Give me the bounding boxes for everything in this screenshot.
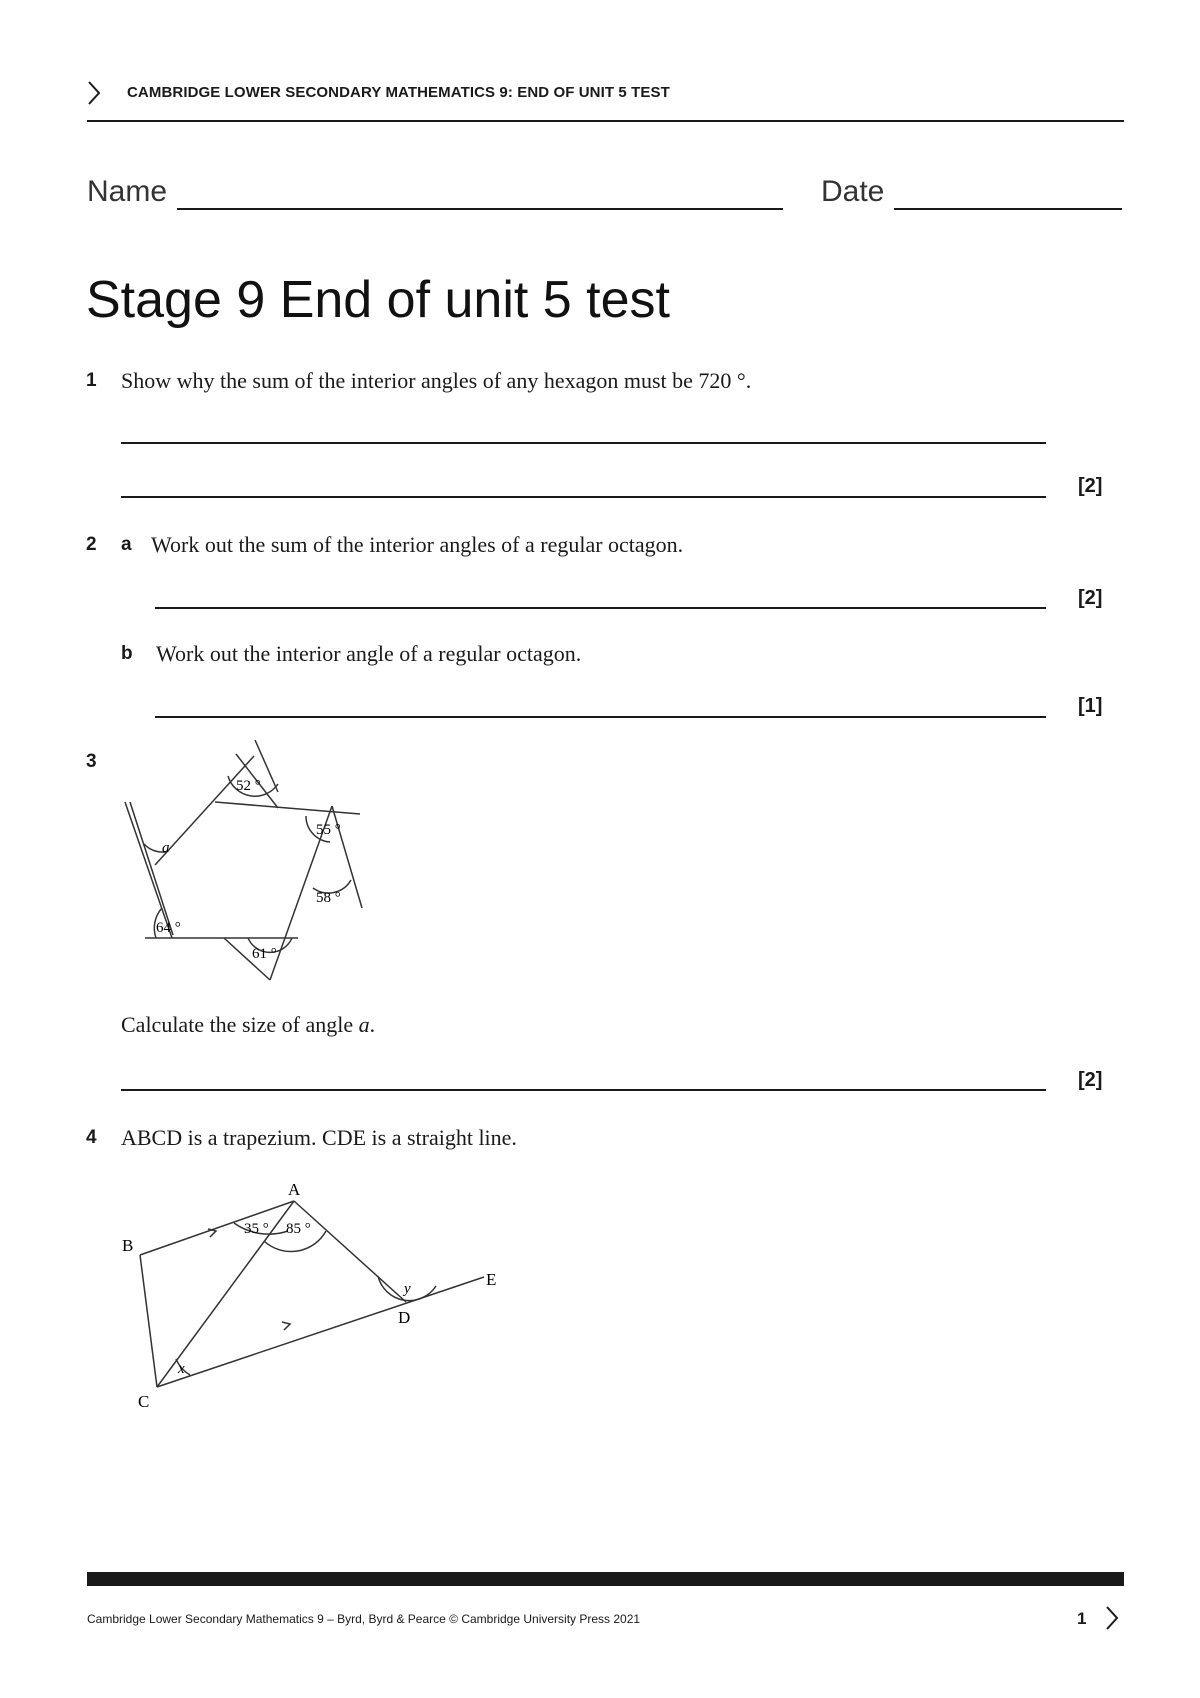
footer-credit: Cambridge Lower Secondary Mathematics 9 – Byrd, Byrd & Pearce © Cambridge University Press 2021 <box>87 1612 641 1626</box>
q2b-marks: [1] <box>1078 695 1103 717</box>
question-number-1: 1 <box>86 370 97 391</box>
footer-bar <box>87 1572 1124 1586</box>
angle-label-64: 64 ° <box>156 920 181 936</box>
line-ac <box>157 1201 294 1387</box>
running-header: CAMBRIDGE LOWER SECONDARY MATHEMATICS 9: END OF UNIT 5 TEST <box>127 84 670 101</box>
angle-label-x: x <box>178 1361 185 1377</box>
question-number-2: 2 <box>86 534 97 555</box>
line-ad <box>294 1201 406 1302</box>
question-3-text: Calculate the size of angle a. <box>121 1012 376 1037</box>
date-label: Date <box>821 175 885 208</box>
q2b-answer-line[interactable] <box>155 716 1046 718</box>
angle-label-85: 85 ° <box>286 1221 311 1237</box>
angle-label-y: y <box>404 1281 411 1297</box>
line-top <box>215 802 360 814</box>
page-title: Stage 9 End of unit 5 test <box>86 271 670 329</box>
question-number-3: 3 <box>86 751 97 772</box>
line-top-left <box>155 756 254 865</box>
angle-label-52: 52 ° <box>236 778 261 794</box>
hexagon-star-diagram <box>120 740 380 990</box>
q2a-marks: [2] <box>1078 587 1103 609</box>
line-cde <box>157 1277 484 1387</box>
q2a-label: a <box>121 534 132 555</box>
line-left-ray <box>125 802 172 938</box>
question-1-text: Show why the sum of the interior angles of any hexagon must be 720 °. <box>121 368 752 393</box>
angle-label-a: a <box>162 840 170 856</box>
q1-answer-line-2[interactable] <box>121 496 1046 498</box>
question-2b-text: Work out the interior angle of a regular octagon. <box>156 641 582 666</box>
angle-label-61: 61 ° <box>252 946 277 962</box>
line-bc <box>140 1255 157 1387</box>
q1-marks: [2] <box>1078 475 1103 497</box>
question-2a-text: Work out the sum of the interior angles of a regular octagon. <box>151 532 684 557</box>
question-number-4: 4 <box>86 1127 97 1148</box>
trapezium-diagram <box>120 1175 510 1415</box>
vertex-label-c: C <box>138 1392 150 1411</box>
chevron-right-icon <box>86 80 102 106</box>
name-label: Name <box>87 175 168 208</box>
q3-answer-line[interactable] <box>121 1089 1046 1091</box>
question-4-text: ABCD is a trapezium. CDE is a straight line. <box>121 1125 517 1150</box>
vertex-label-a: A <box>288 1180 301 1199</box>
date-field[interactable] <box>894 208 1122 210</box>
q2b-label: b <box>121 643 133 664</box>
angle-label-55: 55 ° <box>316 822 341 838</box>
name-field[interactable] <box>177 208 783 210</box>
page-number: 1 <box>1077 1609 1087 1628</box>
header-rule <box>87 120 1124 122</box>
q3-marks: [2] <box>1078 1069 1103 1091</box>
vertex-label-e: E <box>486 1270 497 1289</box>
chevron-right-icon <box>1104 1605 1120 1631</box>
vertex-label-b: B <box>122 1236 134 1255</box>
q1-answer-line-1[interactable] <box>121 442 1046 444</box>
vertex-label-d: D <box>398 1308 411 1327</box>
angle-label-35: 35 ° <box>244 1221 269 1237</box>
q2a-answer-line[interactable] <box>155 607 1046 609</box>
angle-label-58: 58 ° <box>316 890 341 906</box>
